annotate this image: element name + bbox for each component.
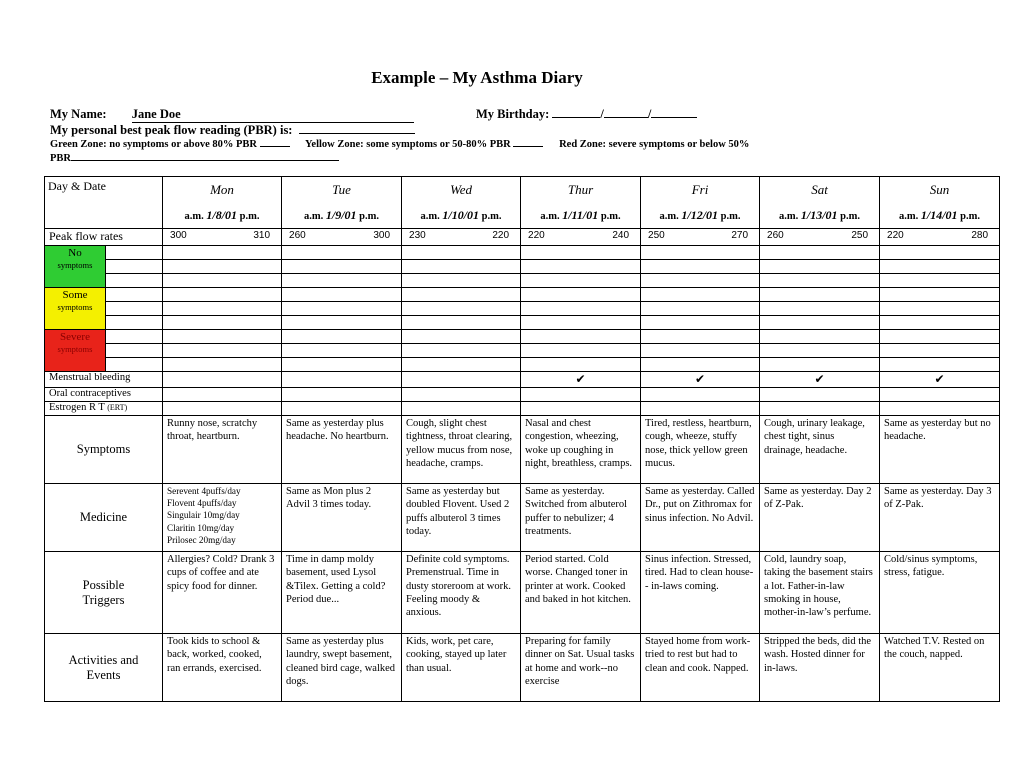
zone-row bbox=[45, 246, 1000, 260]
symptoms-cell: Cough, slight chest tightness, throat clearing, yellow mucus from nose, headache, cramps. bbox=[402, 416, 521, 484]
symptoms-label: Symptoms bbox=[45, 416, 163, 484]
activities-cell: Watched T.V. Rested on the couch, napped. bbox=[880, 634, 1000, 702]
check-cell bbox=[402, 372, 521, 388]
medicine-cell: Same as yesterday. Day 2 of Z-Pak. bbox=[760, 484, 880, 552]
day-header-mon: Mon a.m. 1/8/01 p.m. bbox=[163, 177, 282, 229]
peak-cell: 230 220 bbox=[402, 229, 521, 246]
medicine-cell: Serevent 4puffs/day Flovent 4puffs/day Singulair 10mg/day Claritin 10mg/day Prilosec 20mg/day bbox=[163, 484, 282, 552]
birthday-sep-1: / bbox=[600, 107, 604, 121]
birthday-sep-2: / bbox=[647, 107, 652, 121]
medicine-cell: Same as yesterday but doubled Flovent. Used 2 puffs albuterol 3 times today. bbox=[402, 484, 521, 552]
zone-row bbox=[45, 330, 1000, 344]
oral-row bbox=[45, 388, 1000, 402]
zone-row bbox=[45, 288, 1000, 302]
peak-cell: 220 280 bbox=[880, 229, 1000, 246]
peak-cell: 300 310 bbox=[163, 229, 282, 246]
medicine-cell: Same as yesterday. Called Dr., put on Zithromax for sinus infection. No Advil. bbox=[641, 484, 760, 552]
activities-cell: Stripped the beds, did the wash. Hosted dinner for in-laws. bbox=[760, 634, 880, 702]
yellow-zone-text: Yellow Zone: some symptoms or 50-80% PBR bbox=[305, 139, 511, 150]
name-row bbox=[50, 107, 414, 123]
activities-row bbox=[45, 634, 1000, 702]
symptoms-row bbox=[45, 416, 1000, 484]
medicine-cell: Same as yesterday. Switched from albuterol puffer to nebulizer; 4 treatments. bbox=[521, 484, 641, 552]
triggers-label: Possible Triggers bbox=[45, 552, 163, 634]
check-mark-icon: ✔ bbox=[521, 372, 641, 388]
day-header-wed: Wed a.m. 1/10/01 p.m. bbox=[402, 177, 521, 229]
medicine-cell: Same as Mon plus 2 Advil 3 times today. bbox=[282, 484, 402, 552]
red-zone-text: Red Zone: severe symptoms or below 50% bbox=[559, 139, 750, 150]
birthday-row bbox=[476, 107, 697, 122]
check-cell bbox=[163, 372, 282, 388]
day-header-tue: Tue a.m. 1/9/01 p.m. bbox=[282, 177, 402, 229]
symptoms-cell: Same as yesterday plus headache. No heartburn. bbox=[282, 416, 402, 484]
triggers-cell: Cold/sinus symptoms, stress, fatigue. bbox=[880, 552, 1000, 634]
activities-label: Activities and Events bbox=[45, 634, 163, 702]
symptoms-cell: Nasal and chest congestion, wheezing, woke up coughing in night, breathless, cramps. bbox=[521, 416, 641, 484]
name-label: My Name: bbox=[50, 107, 107, 121]
yellow-zone-cell: Some symptoms bbox=[45, 288, 106, 330]
activities-cell: Same as yesterday plus laundry, swept basement, cleaned bird cage, walked dogs. bbox=[282, 634, 402, 702]
symptoms-cell: Same as yesterday but no headache. bbox=[880, 416, 1000, 484]
check-cell bbox=[282, 372, 402, 388]
estrogen-row bbox=[45, 402, 1000, 416]
medicine-label: Medicine bbox=[45, 484, 163, 552]
check-mark-icon: ✔ bbox=[880, 372, 1000, 388]
triggers-cell: Cold, laundry soap, taking the basement stairs a lot. Father-in-law smoking in house, mother-in-law’s perfume. bbox=[760, 552, 880, 634]
menstrual-label: Menstrual bleeding bbox=[45, 372, 163, 388]
triggers-cell: Time in damp moldy basement, used Lysol &Tilex. Getting a cold? Period due... bbox=[282, 552, 402, 634]
check-mark-icon: ✔ bbox=[641, 372, 760, 388]
triggers-row bbox=[45, 552, 1000, 634]
pbr-row bbox=[50, 123, 415, 138]
day-header-thur: Thur a.m. 1/11/01 p.m. bbox=[521, 177, 641, 229]
zones-legend bbox=[50, 139, 749, 150]
triggers-cell: Definite cold symptoms. Premenstrual. Time in dusty storeroom at work. Feeling moody & anxious. bbox=[402, 552, 521, 634]
menstrual-row bbox=[45, 372, 1000, 388]
peak-cell: 260 250 bbox=[760, 229, 880, 246]
triggers-cell: Sinus infection. Stressed, tired. Had to clean house-- in-laws coming. bbox=[641, 552, 760, 634]
triggers-cell: Allergies? Cold? Drank 3 cups of coffee and ate spicy food for dinner. bbox=[163, 552, 282, 634]
diary-table bbox=[44, 176, 1000, 702]
red-zone-cont: PBR bbox=[50, 153, 339, 164]
peak-flow-label: Peak flow rates bbox=[45, 229, 163, 246]
symptoms-cell: Tired, restless, heartburn, cough, wheeze, stuffy nose, thick yellow green mucus. bbox=[641, 416, 760, 484]
name-value: Jane Doe bbox=[132, 107, 414, 123]
day-header-sun: Sun a.m. 1/14/01 p.m. bbox=[880, 177, 1000, 229]
red-zone-cell: Severe symptoms bbox=[45, 330, 106, 372]
check-mark-icon: ✔ bbox=[760, 372, 880, 388]
estrogen-label: Estrogen R T (ERT) bbox=[45, 402, 163, 416]
day-header-sat: Sat a.m. 1/13/01 p.m. bbox=[760, 177, 880, 229]
peak-flow-row bbox=[45, 229, 1000, 246]
peak-cell: 260 300 bbox=[282, 229, 402, 246]
green-zone-text: Green Zone: no symptoms or above 80% PBR bbox=[50, 139, 257, 150]
day-header-fri: Fri a.m. 1/12/01 p.m. bbox=[641, 177, 760, 229]
day-header-row bbox=[45, 177, 1000, 229]
activities-cell: Kids, work, pet care, cooking, stayed up later than usual. bbox=[402, 634, 521, 702]
oral-label: Oral contraceptives bbox=[45, 388, 163, 402]
symptoms-cell: Cough, urinary leakage, chest tight, sinus drainage, headache. bbox=[760, 416, 880, 484]
day-date-label: Day & Date bbox=[45, 177, 163, 229]
page-title: Example – My Asthma Diary bbox=[371, 68, 583, 87]
peak-cell: 250 270 bbox=[641, 229, 760, 246]
medicine-row bbox=[45, 484, 1000, 552]
activities-cell: Preparing for family dinner on Sat. Usual tasks at home and work--no exercise bbox=[521, 634, 641, 702]
activities-cell: Took kids to school & back, worked, cooked, ran errands, exercised. bbox=[163, 634, 282, 702]
activities-cell: Stayed home from work-tried to rest but had to clean and cook. Napped. bbox=[641, 634, 760, 702]
pbr-label: My personal best peak flow reading (PBR) is: bbox=[50, 123, 293, 137]
green-zone-cell: No symptoms bbox=[45, 246, 106, 288]
triggers-cell: Period started. Cold worse. Changed toner in printer at work. Cooked and baked in hot kitchen. bbox=[521, 552, 641, 634]
medicine-cell: Same as yesterday. Day 3 of Z-Pak. bbox=[880, 484, 1000, 552]
birthday-label: My Birthday: bbox=[476, 107, 550, 121]
peak-cell: 220 240 bbox=[521, 229, 641, 246]
symptoms-cell: Runny nose, scratchy throat, heartburn. bbox=[163, 416, 282, 484]
